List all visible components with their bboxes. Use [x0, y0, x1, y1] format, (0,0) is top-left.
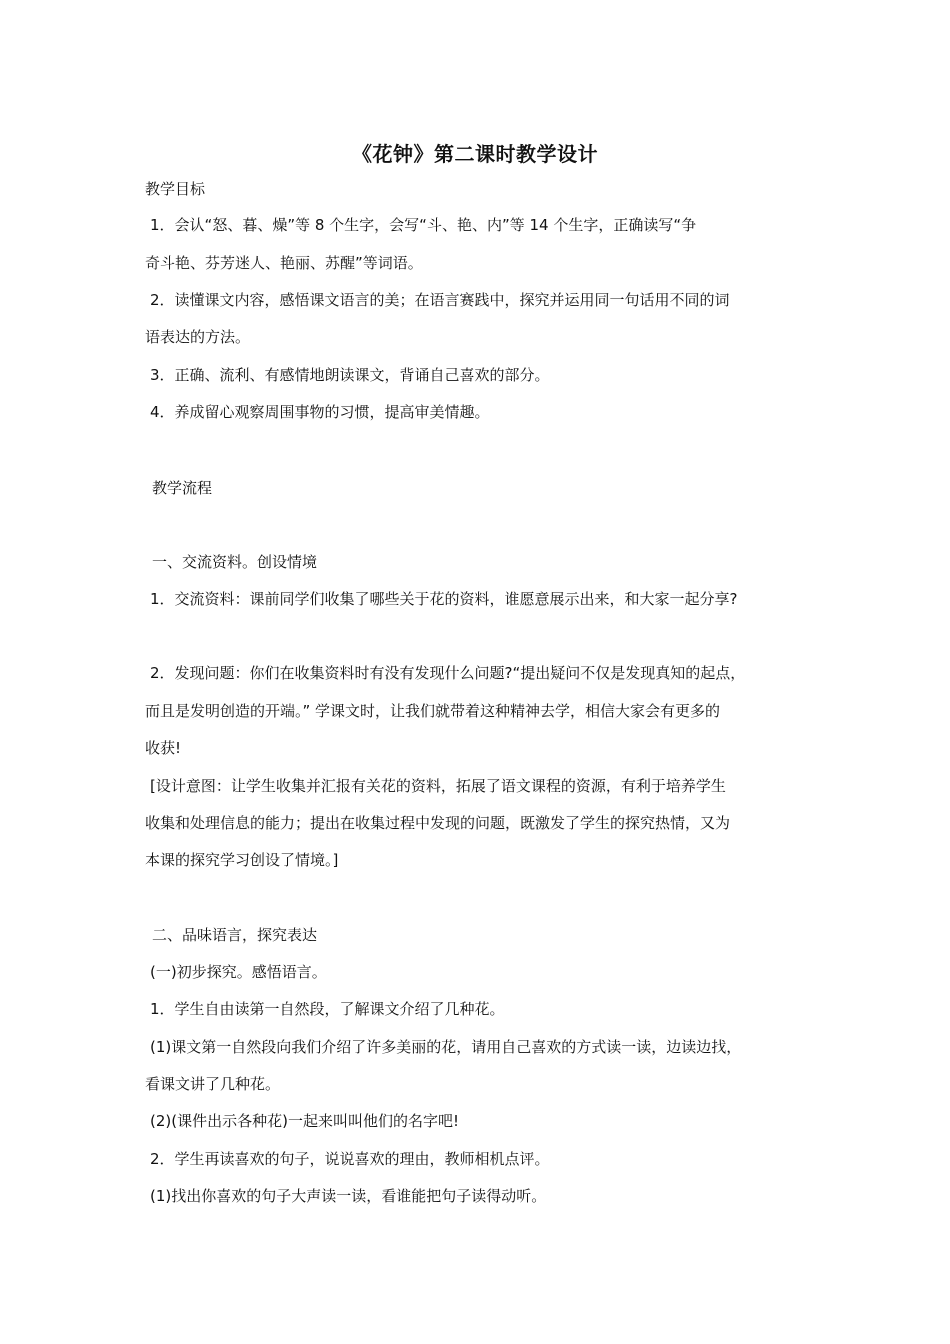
- section-2-item-2: 2．学生再读喜欢的句子，说说喜欢的理由，教师相机点评。: [150, 1150, 550, 1168]
- section-1-paragraph-2-line-c: 收获!: [145, 739, 182, 757]
- section-1-paragraph-2-line-a: 2．发现问题：你们在收集资料时有没有发现什么问题?“提出疑问不仅是发现真知的起点，: [150, 664, 746, 682]
- design-note-line-c: 本课的探究学习创设了情境。]: [145, 851, 339, 869]
- flow-heading: 教学流程: [152, 479, 213, 497]
- goal-1-line-a: 1．会认“怒、暮、燥”等 8 个生字，会写“斗、艳、内”等 14 个生字，正确读写“争: [150, 216, 697, 234]
- goals-heading: 教学目标: [145, 180, 206, 198]
- section-2-heading: 二、品味语言，探究表达: [152, 926, 318, 944]
- design-note-line-a: [设计意图：让学生收集并汇报有关花的资料，拓展了语文课程的资源，有利于培养学生: [150, 777, 726, 795]
- section-1-paragraph-1: 1．交流资料：课前同学们收集了哪些关于花的资料，谁愿意展示出来，和大家一起分享?: [150, 590, 738, 608]
- section-2-subheading-1: (一)初步探究。感悟语言。: [150, 963, 327, 981]
- section-2-item-2-1: (1)找出你喜欢的句子大声读一读，看谁能把句子读得动听。: [150, 1187, 547, 1205]
- section-2-item-1-1-line-a: (1)课文第一自然段向我们介绍了许多美丽的花，请用自己喜欢的方式读一读，边读边找，: [150, 1038, 742, 1056]
- section-2-item-1: 1．学生自由读第一自然段，了解课文介绍了几种花。: [150, 1000, 505, 1018]
- goal-2-line-b: 语表达的方法。: [145, 328, 251, 346]
- section-2-item-1-2: (2)(课件出示各种花)一起来叫叫他们的名字吧!: [150, 1112, 459, 1130]
- goal-1-line-b: 奇斗艳、芬芳迷人、艳丽、苏醒”等词语。: [145, 254, 423, 272]
- section-1-paragraph-2-line-b: 而且是发明创造的开端。” 学课文时，让我们就带着这种精神去学，相信大家会有更多的: [145, 702, 721, 720]
- document-title: 《花钟》第二课时教学设计: [352, 142, 598, 166]
- goal-2-line-a: 2．读懂课文内容，感悟课文语言的美；在语言赛践中，探究并运用同一句话用不同的词: [150, 291, 730, 309]
- design-note-line-b: 收集和处理信息的能力；提出在收集过程中发现的问题，既激发了学生的探究热情，又为: [145, 814, 731, 832]
- goal-4: 4．养成留心观察周围事物的习惯，提高审美情趣。: [150, 403, 490, 421]
- section-1-heading: 一、交流资料。创设情境: [152, 553, 318, 571]
- section-2-item-1-1-line-b: 看课文讲了几种花。: [145, 1075, 281, 1093]
- goal-3: 3．正确、流利、有感情地朗读课文，背诵自己喜欢的部分。: [150, 366, 550, 384]
